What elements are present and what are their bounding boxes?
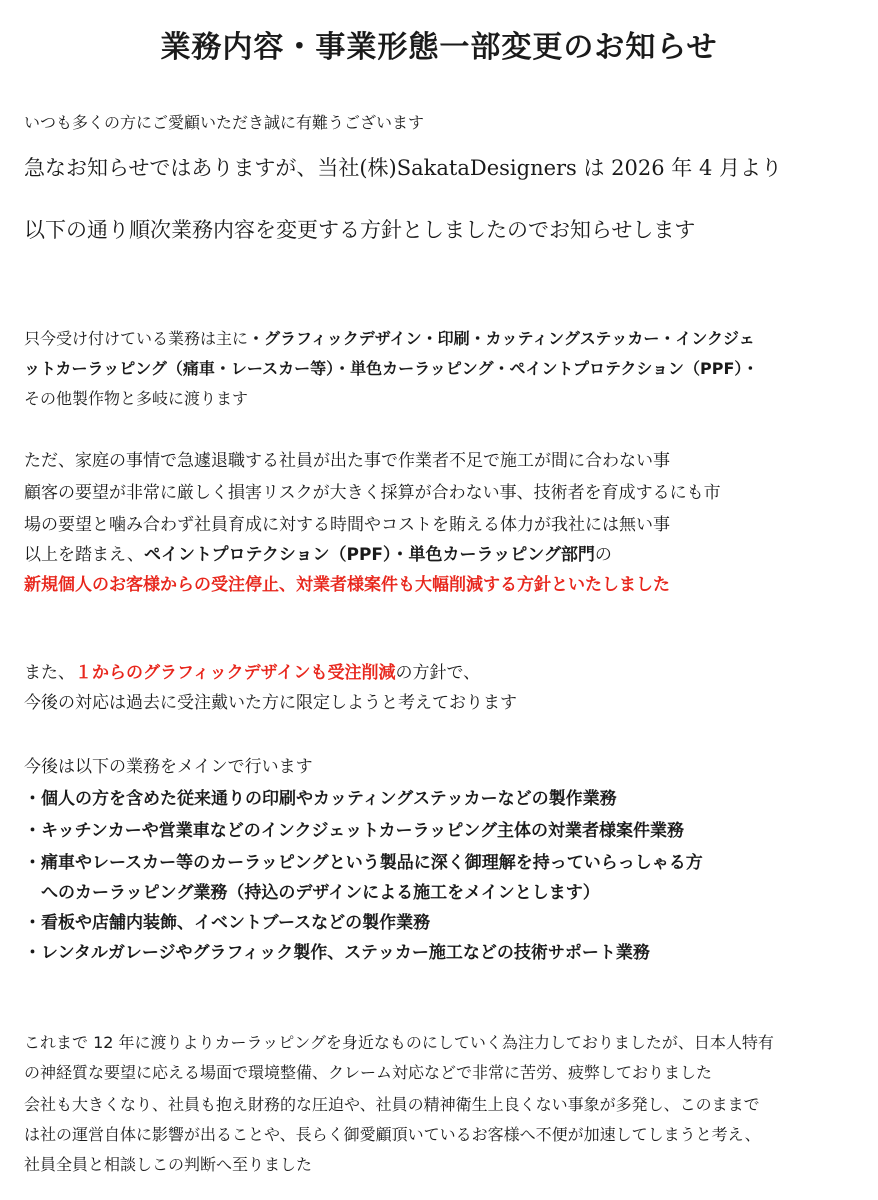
main-business-item-continued: へのカーラッピング業務（持込のデザインによる施工をメインとします） [24,883,600,903]
intro-line-1: 急なお知らせではありますが、当社(株)SakataDesigners は 2026 年 4 月より [24,156,783,180]
closing-line-2: の神経質な要望に応える場面で環境整備、クレーム対応などで非常に苦労、疲弊しておりました [24,1063,713,1082]
current-business-list-1: ・グラフィックデザイン・印刷・カッティングステッカー・インクジェ [248,329,755,348]
reason-line-1: ただ、家庭の事情で急遽退職する社員が出た事で作業者不足で施工が間に合わない事 [24,451,670,471]
main-business-item: ・痛車やレースカー等のカーラッピングという製品に深く御理解を持っていらっしゃる方 [24,853,703,873]
greeting-text: いつも多くの方にご愛顧いただき誠に有難うございます [24,113,425,132]
closing-line-1: これまで 12 年に渡りよりカーラッピングを身近なものにしていく為注力しておりましたが、日本人特有 [24,1033,774,1052]
graphic-policy-red: １からのグラフィックデザインも受注削減 [75,663,396,683]
graphic-prefix: また、 [24,663,75,683]
graphic-suffix: の方針で、 [395,663,481,683]
conclusion-line-1 [24,540,612,565]
main-business-item: ・キッチンカーや営業車などのインクジェットカーラッピング主体の対業者様案件業務 [24,821,684,841]
conclusion-prefix: 以上を踏まえ、 [24,545,145,565]
conclusion-policy-red: 新規個人のお客様からの受注停止、対業者様案件も大幅削減する方針といたしました [24,575,670,595]
closing-line-3: 会社も大きくなり、社員も抱え財務的な圧迫や、社員の精神衛生上良くない事象が多発し、このままで [24,1095,760,1114]
current-business-line-1 [24,326,755,349]
graphic-line-1 [24,658,480,683]
main-business-heading: 今後は以下の業務をメインで行います [24,757,313,777]
reason-line-2: 顧客の要望が非常に厳しく損害リスクが大きく採算が合わない事、技術者を育成するにも市 [24,483,721,503]
current-business-line-2: ットカーラッピング（痛車・レースカー等）・単色カーラッピング・ペイントプロテクション（PPF）・ [24,359,759,378]
conclusion-department: ペイントプロテクション（PPF）・単色カーラッピング部門 [144,545,595,565]
main-business-item: ・個人の方を含めた従来通りの印刷やカッティングステッカーなどの製作業務 [24,789,617,809]
current-business-prefix: 只今受け付けている業務は主に [24,329,249,348]
main-business-item: ・看板や店舗内装飾、イベントブースなどの製作業務 [24,913,431,933]
document-title: 業務内容・事業形態一部変更のお知らせ [160,30,718,65]
conclusion-suffix: の [594,545,612,565]
graphic-line-2: 今後の対応は過去に受注戴いた方に限定しようと考えております [24,693,517,713]
current-business-line-3: その他製作物と多岐に渡ります [24,389,249,408]
reason-line-3: 場の要望と噛み合わず社員育成に対する時間やコストを賄える体力が我社には無い事 [24,515,670,535]
closing-line-4: は社の運営自体に影響が出ることや、長らく御愛顧頂いているお客様へ不便が加速してしまうと考え、 [24,1125,761,1144]
main-business-item: ・レンタルガレージやグラフィック製作、ステッカー施工などの技術サポート業務 [24,943,650,963]
intro-line-2: 以下の通り順次業務内容を変更する方針としましたのでお知らせします [24,218,696,242]
closing-line-5: 社員全員と相談しこの判断へ至りました [24,1155,313,1174]
